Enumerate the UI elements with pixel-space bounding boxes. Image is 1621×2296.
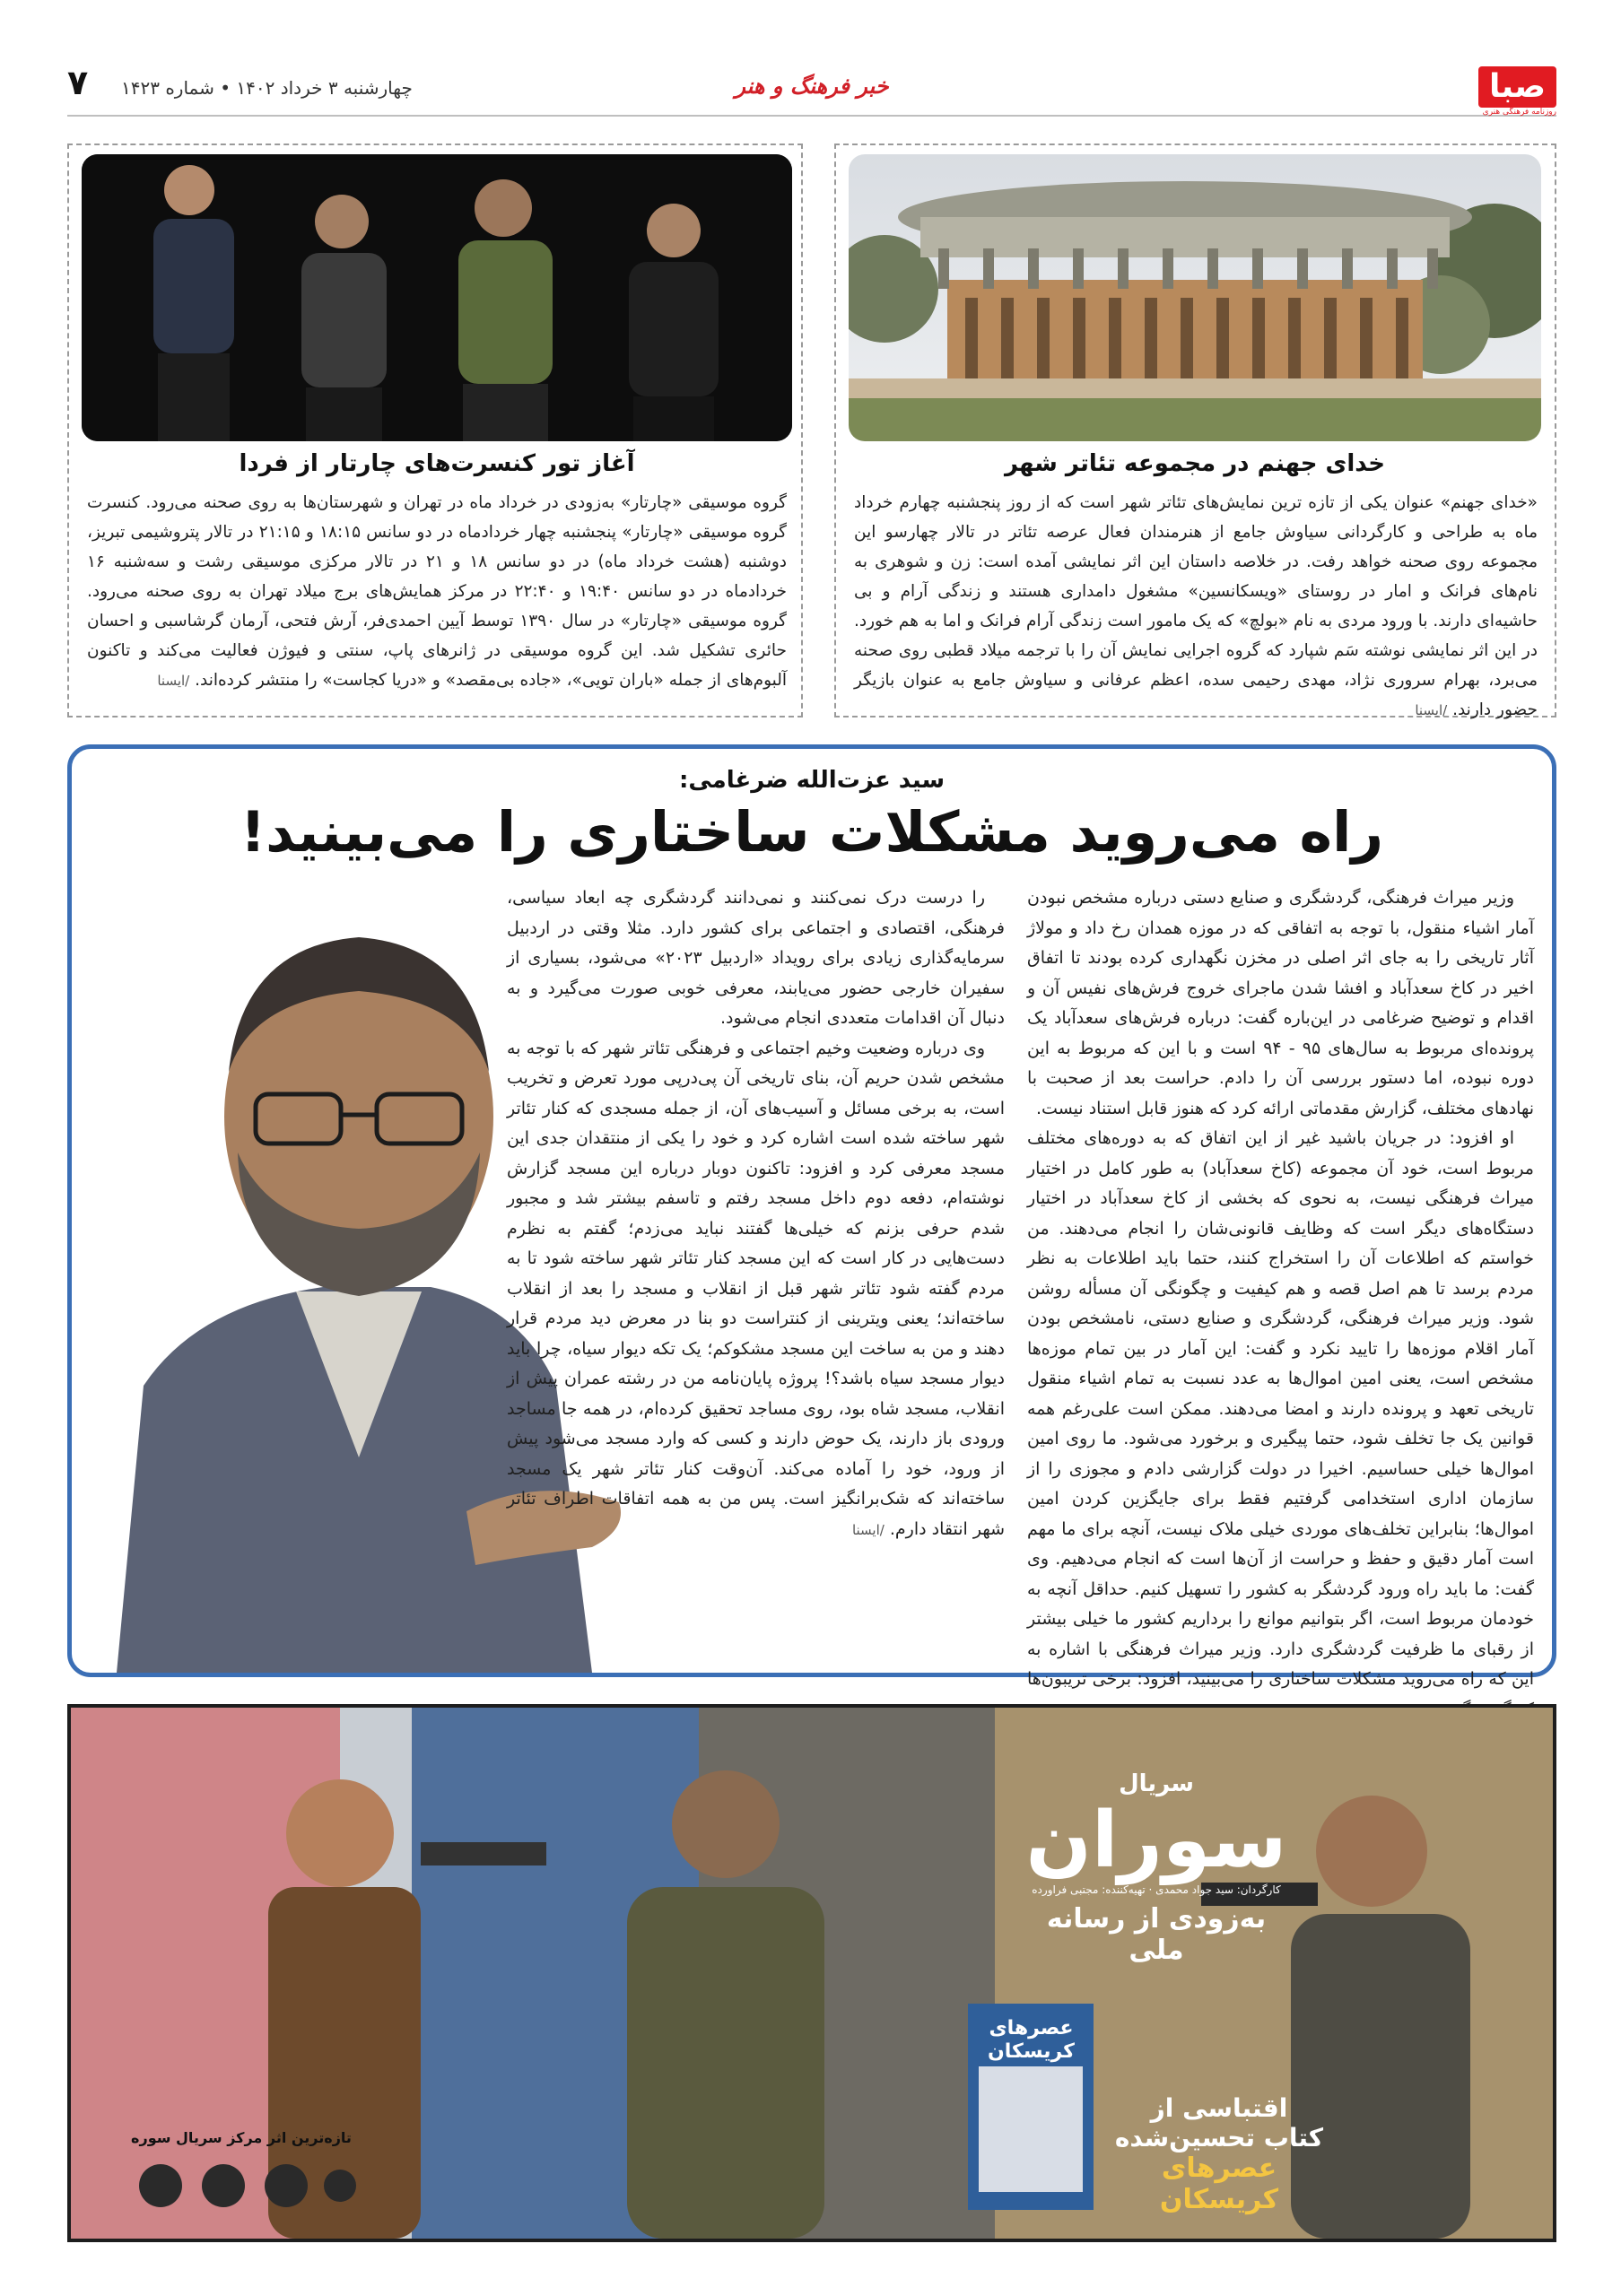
paragraph: او افزود: در جریان باشید غیر از این اتفاق که به دوره‌های مختلف مربوط است، خود آن مجموعه (کاخ سعدآباد) به طور کامل در اختیار میراث فرهنگی نیست، به نحوی که بخشی از کاخ سعدآباد در اختیار دستگاه‌های دیگر است که وظایف قانونی‌شان را انجام می‌دهند. من خواستم که اطلاعات آن را استخراج کنند، حتما باید اطلاعات به نظر مردم برسد تا هم اصل قصه و هم کیفیت و چگونگی آن مسأله روشن شود. وزیر میراث فرهنگی، گردشگری و صنایع دستی، نامشخص بودن آمار اقلام موزه‌ها را تایید نکرد و گفت: این آمار در بین تمام موزه‌ها مشخص است، یعنی امین اموال‌ها به عدد نسبت به تمام اشیاء منقول تاریخی تعهد و پرونده دارند و امضا می‌دهند. ممکن است علی‌رغم همه قوانین یک جا تخلف شود، حتما پیگیری و برخورد می‌شود. ما روی امین اموال‌ها خیلی حساسیم. اخیرا در دولت گزارشی دادم و مجوزی را از سازمان اداری استخدامی گرفتیم فقط برای جایگزین کردن امین اموال‌ها؛ بنابراین تخلف‌های موردی خیلی ملاک نیست، آنچه برای ما مهم است آمار دقیق و حفظ و حراست از آن‌ها است که انجام می‌دهیم. وی گفت: ما باید راه ورود گردشگر به کشور را تسهیل کنیم. حداقل آنچه به خودمان مربوط است، اگر بتوانیم موانع را برداریم کشور ما خیلی بیشتر از رقبای ما ظرفیت گردشگری دارد. وزیر میراث فرهنگی با اشاره به این که راه می‌روید مشکلات ساختاری را می‌بینید، افزود: برخی تریبون‌ها <box>1027 1128 1534 1689</box>
interview-box <box>67 744 1556 1689</box>
city-theater-building-image <box>849 154 1541 441</box>
news-title: خدای جهنم در مجموعه تئاتر شهر <box>1004 450 1386 477</box>
newspaper-logo[interactable]: صبا <box>1478 66 1556 108</box>
concert-photo <box>82 154 792 441</box>
series-tagline: به‌زودی از رسانه ملی <box>1046 1903 1267 1966</box>
news-body <box>854 488 1538 726</box>
book-line-1: اقتباسی از <box>1150 2093 1288 2123</box>
news-box-theater <box>834 144 1556 718</box>
news-body <box>87 488 787 696</box>
paragraph <box>507 1034 1005 1546</box>
news-body-text: «خدای جهنم» عنوان یکی از تازه ترین نمایش‌های تئاتر شهر است که از روز پنجشنبه چهارم خرداد ماه به طراحی و کارگردانی سیاوش جامع از هنرمندان فعال عرصه تئاتر در تالار چهارسو این مجموعه روی صحنه خواهد رفت. در خلاصه داستان این اثر نمایشی آمده است: زن و شوهری به نام‌های فرانک و امار در روستای «ویسکانسین» مشغول دامداری هستند و زندگی آرام و بی حاشیه‌ای دارند. با ورود مردی به نام «بولچ» که یک مامور است زندگی آرام فرانک و اما به هم خورد. در این اثر نمایشی نوشته سَم شپارد که گروه اجرایی نمایش آن را با ترجمه میلاد قطبی روی صحنه می‌برد، بهرام سروری نژاد، مهدی رحیمی سده، اعظم عرفانی و سیاوش جامع به عنوان بازیگر حضور دارند. <box>854 493 1538 719</box>
page-header <box>67 61 1556 117</box>
interview-source: /ایسنا <box>851 1521 885 1538</box>
book-line-2: کتاب تحسین‌شده <box>1114 2123 1324 2152</box>
interview-column-left <box>507 883 1005 1545</box>
paragraph: را درست درک نمی‌کنند و نمی‌دانند گردشگری چه ابعاد سیاسی، فرهنگی، اقتصادی و اجتماعی برای کشور دارد. مثلا وقتی در اردبیل سرمایه‌گذاری زیادی برای رویداد «اردبیل ۲۰۲۳» می‌شود، بسیاری از سفیران خارجی حضور می‌یابند، معرفی خوبی صورت می‌گیرد و به دنبال آن اقدامات متعددی انجام می‌شود. <box>507 888 1005 1028</box>
producer-logos-icon <box>125 2161 358 2211</box>
news-body-text: گروه موسیقی «چارتار» به‌زودی در خرداد ماه در تهران و شهرستان‌ها به روی صحنه می‌رود. کنسرت گروه موسیقی «چارتار» پنجشنبه چهار خردادماه در دو سانس ۱۸:۱۵ و ۲۱:۱۵ در تالار پتروشیمی تبریز، دوشنبه (هشت خرداد ماه) در دو سانس ۱۸ و ۲۱ در تالار مرکزی موسیقی رشت و سه‌شنبه ۱۶ خردادماه در دو سانس ۱۹:۴۰ و ۲۲:۴۰ در مرکز همایش‌های برج میلاد تهران به روی صحنه می‌رود. گروه موسیقی «چارتار» در سال ۱۳۹۰ توسط آیین احمدی‌فر، آرش فتحی، آرمان گرشاسبی و احسان حائری تشکیل شد. این گروه موسیقی در ژانرهای پاپ، سنتی و فیوژن فعالیت می‌کند و تاکنون آلبوم‌های از جمله «باران تویی»، «جاده بی‌مقصد» و «دریا کجاست» را منتشر کرده‌اند. <box>87 493 787 690</box>
book-cover-title: عصرهای کریسکان <box>988 2017 1075 2063</box>
book-caption <box>1102 2093 1336 2215</box>
page-number: ۷ <box>67 63 89 102</box>
paragraph-text: وی درباره وضعیت وخیم اجتماعی و فرهنگی تئاتر شهر که با توجه به مشخص شدن حریم آن، بنای تاریخی آن پی‌در‌پی مورد تعرض و تخریب است، به برخی مسائل و آسیب‌های آن، از جمله مسجدی که کنار تئاتر شهر ساخته شده است اشاره کرد و خود را یکی از منتقدان جدی این مسجد معرفی کرد و افزود: تاکنون دوبار درباره این مسجد گزارش نوشته‌ام، دفعه دوم داخل مسجد رفتم و تاسفم بیشتر شد و مجبور شدم حرفی بزنم که خیلی‌ها گفتند نباید می‌زدم؛ گفتم به نظرم دست‌هایی در کار است که این مسجد کنار تئاتر شهر ساخته شود تا به مردم گفته شود تئاتر شهر قبل از انقلاب و مسجد را بعد از انقلاب ساخته‌اند؛ یعنی ویترینی از کنتراست دو بنا در معرض دید مردم قرار دهند و من به ساخت این مسجد مشکوکم؛ یک تکه دیوار سیاه، چرا باید دیوار مسجد سیاه باشد؟! پروژه پایان‌نامه من در رشته عمران پیش از انقلاب، مسجد شاه بود، روی مساجد تحقیق کرده‌ام، در همه جا مساجد ورودی باز دارند، یک حوض دارند و کسی که وارد مسجد می‌شود پیش از ورود، خود را آماده می‌کند. آن‌وقت کنار تئاتر شهر یک مسجد ساخته‌اند که شک‌برانگیز است. پس من به همه اتفاقات اطراف تئاتر شهر انتقاد دارم. <box>507 1038 1005 1539</box>
series-title: سوران <box>1025 1796 1287 1885</box>
producer-note: تازه‌ترین اثر مرکز سریال سوره <box>131 2129 352 2146</box>
series-title-block <box>1022 1770 1291 1966</box>
interview-kicker: سید عزت‌الله ضرغامی: <box>678 767 946 794</box>
series-advertisement[interactable] <box>67 1704 1556 2242</box>
section-title: خبر فرهنگ و هنر <box>735 74 889 99</box>
logo-subtitle: روزنامه فرهنگی هنری <box>1482 108 1556 117</box>
chartar-band-image <box>82 154 792 441</box>
series-label: سریال <box>1119 1770 1194 1797</box>
paragraph: وزیر میراث فرهنگی، گردشگری و صنایع دستی درباره مشخص نبودن آمار اشیاء منقول، با توجه به اتفاقی که در موزه همدان رخ داد و مولاژ آثار تاریخی را به جای اثر اصلی در مخزن نگهداری کرده بودند تا اتفاق اخیر در کاخ سعدآباد و افشا شدن ماجرای خروج فرش‌های نفیس آن و اقدام و توضیح ضرغامی در این‌باره گفت: درباره فرش‌های سعدآباد یک پرونده‌ای مربوط به سال‌های ۹۵ - ۹۴ است و با این که مربوط به این دوره نبوده، اما دستور بررسی آن را دادم. حراست بعد از صحبت با نهادهای مختلف، گزارش مقدماتی ارائه کرد که هنوز قابل استناد نیست. <box>1027 888 1534 1118</box>
news-box-chartar <box>67 144 803 718</box>
news-source: /ایسنا <box>157 673 190 689</box>
news-source: /ایسنا <box>1415 702 1448 718</box>
issue-dateline: چهارشنبه ۳ خرداد ۱۴۰۲ • شماره ۱۴۲۳ <box>121 77 413 99</box>
news-title: آغاز تور کنسرت‌های چارتار از فردا <box>239 450 635 477</box>
theater-photo <box>849 154 1541 441</box>
producer-logos <box>125 2161 358 2211</box>
interview-headline: راه می‌روید مشکلات ساختاری را می‌بینید! <box>240 799 1384 865</box>
interview-column-right <box>1027 883 1534 1725</box>
series-credits: کارگردان: سید جواد محمدی · تهیه‌کننده: مجتبی فراورده <box>1032 1883 1281 1896</box>
book-line-3: عصرهای کریسکان <box>1159 2152 1279 2215</box>
